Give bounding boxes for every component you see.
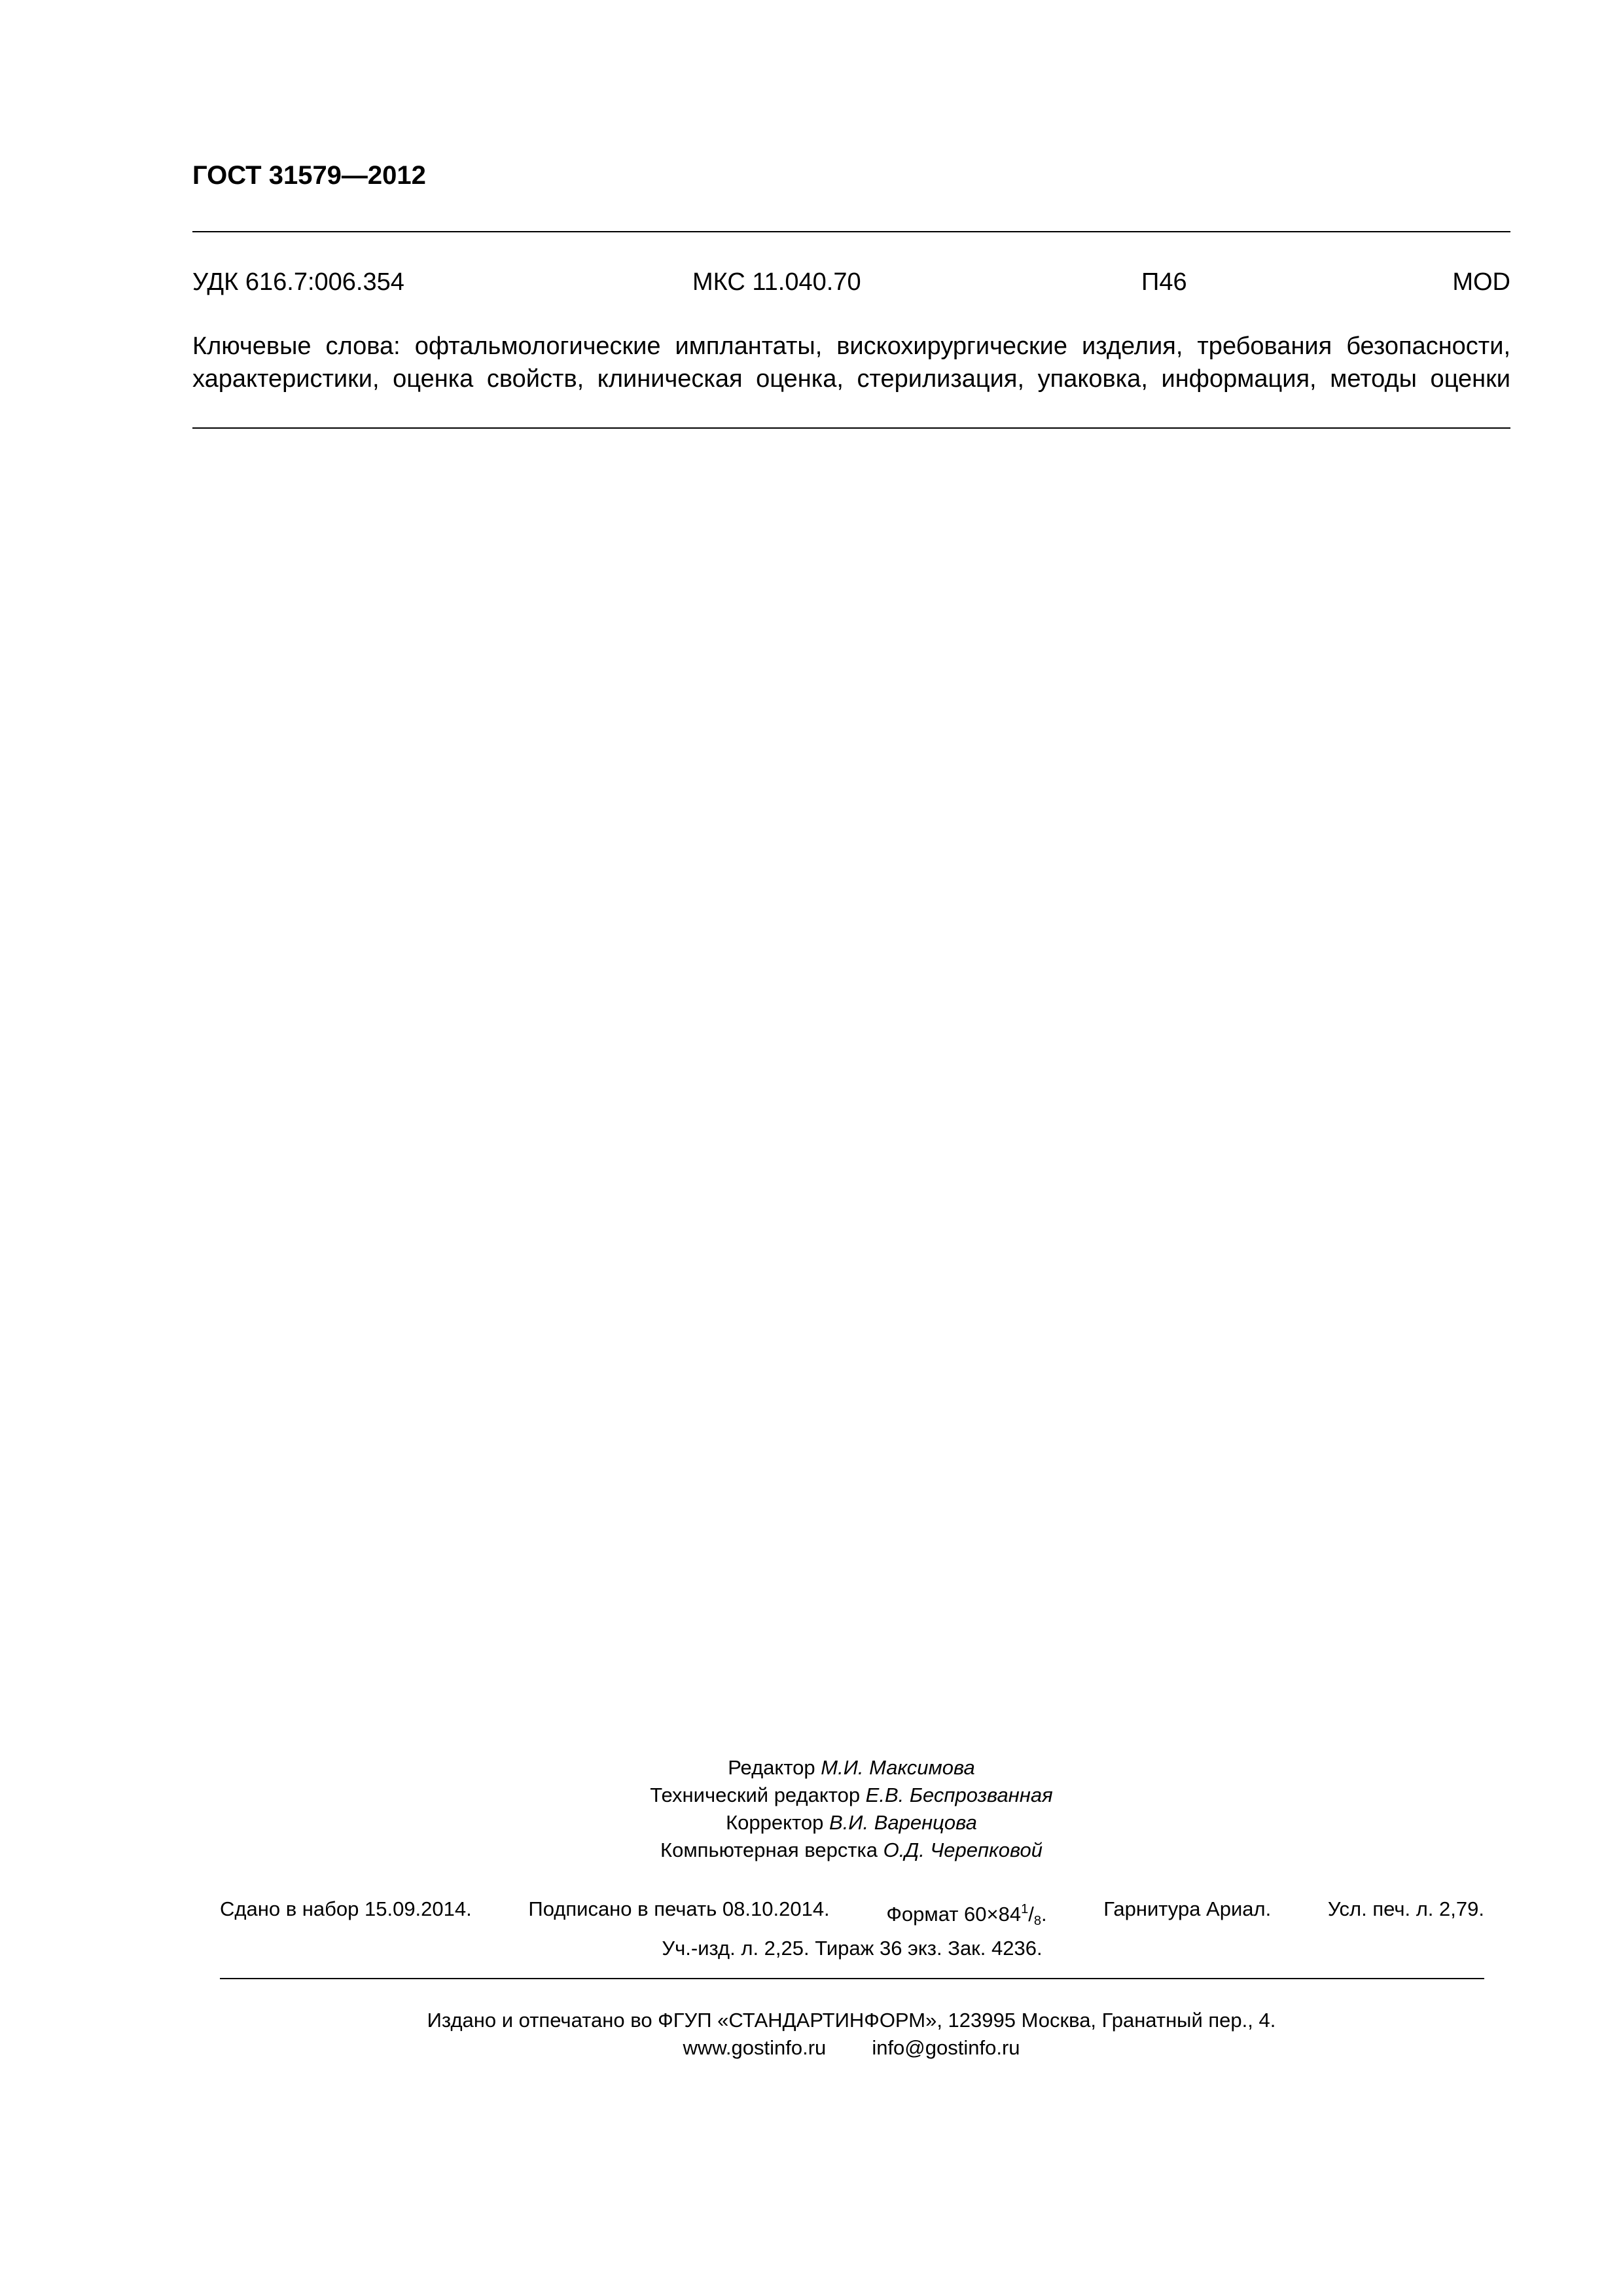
paper-format [886,1895,1046,1935]
layout-name: О.Д. Черепковой [883,1839,1043,1861]
corrector-label: Корректор [726,1811,830,1834]
print-info-row [220,1895,1484,1935]
tech-editor-line [192,1782,1510,1809]
mks-code: МКС 11.040.70 [692,268,861,296]
publisher-block [192,2007,1510,2062]
format-suffix: . [1041,1903,1047,1926]
corrector-name: В.И. Варенцова [829,1811,977,1834]
format-numerator: 1 [1021,1902,1029,1916]
classification-row [192,266,1510,298]
submitted-date: Сдано в набор 15.09.2014. [220,1897,472,1920]
format-slash: / [1028,1903,1034,1926]
layout-label: Компьютерная верстка [660,1839,883,1861]
udk-code: УДК 616.7:006.354 [192,268,404,296]
publisher-contacts [192,2034,1510,2062]
format-denominator: 8 [1033,1914,1042,1928]
okp-code: П46 [1141,268,1187,296]
layout-line [192,1837,1510,1864]
mod-marker: MOD [1452,268,1510,296]
keywords-divider [192,427,1510,429]
editor-line [192,1754,1510,1782]
editor-label: Редактор [728,1756,821,1779]
keywords-line-2: характеристики, оценка свойств, клиническая оценка, стерилизация, упаковка, информация, методы оценки [192,365,1510,393]
top-divider [192,231,1510,232]
tech-editor-name: Е.В. Беспрозванная [865,1784,1053,1806]
email-link[interactable]: info@gostinfo.ru [872,2036,1020,2059]
tech-editor-label: Технический редактор [650,1784,866,1806]
document-title: ГОСТ 31579—2012 [192,161,426,190]
typeface: Гарнитура Ариал. [1103,1897,1272,1920]
website-link[interactable]: www.gostinfo.ru [683,2036,827,2059]
editor-name: М.И. Максимова [821,1756,975,1779]
corrector-line [192,1809,1510,1837]
print-info-block [220,1895,1484,1962]
printed-sheets: Усл. печ. л. 2,79. [1327,1897,1484,1920]
credits-block [192,1754,1510,1864]
format-prefix: Формат 60×84 [886,1903,1022,1926]
keywords-paragraph [192,330,1510,395]
bottom-divider [220,1978,1484,1979]
print-info-row-2: Уч.-изд. л. 2,25. Тираж 36 экз. Зак. 4236. [662,1937,1043,1960]
signed-date: Подписано в печать 08.10.2014. [528,1897,830,1920]
keywords-line-1: Ключевые слова: офтальмологические имплантаты, вискохирургические изделия, требования безопасности, [192,332,1510,360]
publisher-address: Издано и отпечатано во ФГУП «СТАНДАРТИНФОРМ», 123995 Москва, Гранатный пер., 4. [427,2009,1276,2032]
